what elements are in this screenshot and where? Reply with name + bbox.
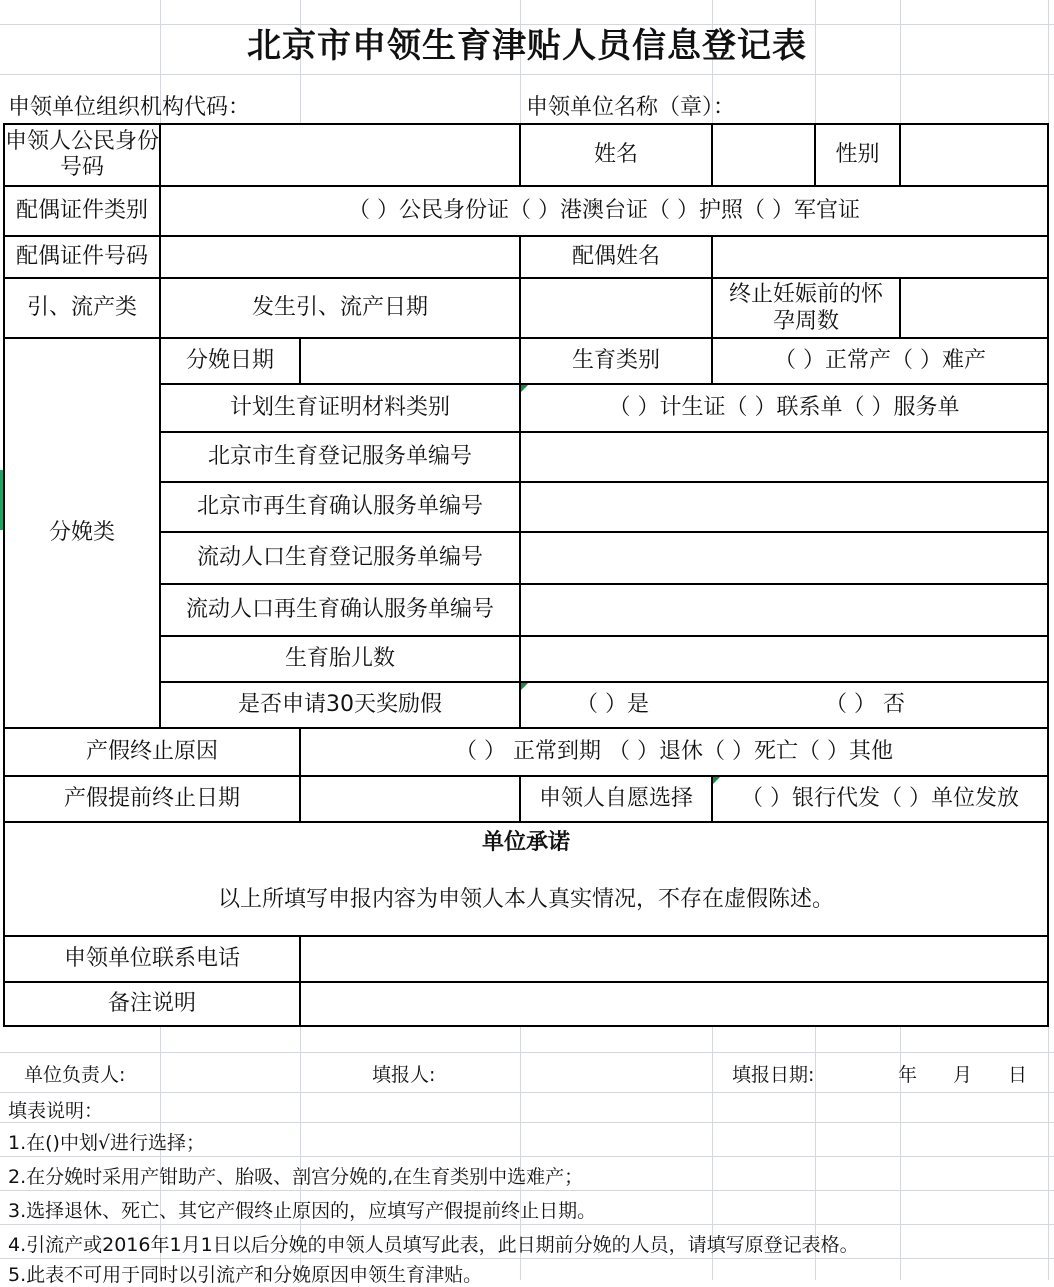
planned-birth-doc-label: 计划生育证明材料类别 <box>160 384 520 432</box>
filler-label: 填报人: <box>372 1064 436 1086</box>
responsible-label: 单位负责人: <box>24 1064 126 1086</box>
name-field[interactable] <box>712 124 815 186</box>
abortion-date-label: 发生引、流产日期 <box>160 278 520 338</box>
migrant-rebirth-no-label: 流动人口再生育确认服务单编号 <box>160 584 520 636</box>
planned-birth-doc-options[interactable]: （ ）计生证（ ）联系单（ ）服务单 <box>520 384 1048 432</box>
remarks-label: 备注说明 <box>4 982 300 1026</box>
spouse-id-type-label: 配偶证件类别 <box>4 186 160 236</box>
form-title: 北京市申领生育津贴人员信息登记表 <box>247 26 807 66</box>
instruction-item: 1.在()中划√进行选择； <box>8 1132 206 1154</box>
abortion-category-label: 引、流产类 <box>4 278 160 338</box>
instructions-heading: 填表说明： <box>8 1100 104 1122</box>
instruction-item: 4.引流产或2016年1月1日以后分娩的申领人员填写此表，此日期前分娩的人员，请填写原登记表格。 <box>8 1234 859 1256</box>
migrant-registration-no-field[interactable] <box>520 532 1048 584</box>
applicant-id-label: 申领人公民身份号码 <box>4 124 160 186</box>
reward-yes-option[interactable]: （ ）是 <box>576 692 649 717</box>
leave-early-end-date-field[interactable] <box>300 776 520 822</box>
gender-field[interactable] <box>900 124 1048 186</box>
spouse-id-type-options[interactable]: （ ）公民身份证（ ）港澳台证（ ）护照（ ）军官证 <box>160 186 1048 236</box>
commitment-heading: 单位承诺 <box>4 822 1048 864</box>
birth-type-label: 生育类别 <box>520 338 712 384</box>
reward-leave-label: 是否申请30天奖励假 <box>160 682 520 728</box>
leave-end-reason-label: 产假终止原因 <box>4 728 300 776</box>
fill-date-label: 填报日期: <box>732 1064 815 1086</box>
migrant-registration-no-label: 流动人口生育登记服务单编号 <box>160 532 520 584</box>
bj-rebirth-no-label: 北京市再生育确认服务单编号 <box>160 482 520 532</box>
bj-registration-no-label: 北京市生育登记服务单编号 <box>160 432 520 482</box>
leave-end-reason-options[interactable]: （ ） 正常到期 （ ）退休（ ）死亡（ ）其他 <box>300 728 1048 776</box>
instruction-item: 2.在分娩时采用产钳助产、胎吸、剖宫分娩的,在生育类别中选难产； <box>8 1166 584 1188</box>
commitment-text: 以上所填写申报内容为申领人本人真实情况，不存在虚假陈述。 <box>4 864 1048 936</box>
reward-no-option[interactable]: （ ） 否 <box>825 692 905 717</box>
cell-comment-marker <box>521 385 528 392</box>
month-label: 月 <box>953 1064 973 1086</box>
payment-choice-label: 申领人自愿选择 <box>520 776 712 822</box>
spouse-name-label: 配偶姓名 <box>520 236 712 278</box>
year-label: 年 <box>898 1064 918 1086</box>
contact-phone-label: 申领单位联系电话 <box>4 936 300 982</box>
name-label: 姓名 <box>520 124 712 186</box>
delivery-date-label: 分娩日期 <box>160 338 300 384</box>
instruction-item: 3.选择退休、死亡、其它产假终止原因的，应填写产假提前终止日期。 <box>8 1200 597 1222</box>
reward-leave-options[interactable] <box>520 682 1048 728</box>
bj-registration-no-field[interactable] <box>520 432 1048 482</box>
day-label: 日 <box>1008 1064 1028 1086</box>
remarks-field[interactable] <box>300 982 1048 1026</box>
org-name-label: 申领单位名称（章）： <box>526 95 736 120</box>
leave-early-end-date-label: 产假提前终止日期 <box>4 776 300 822</box>
abortion-date-field[interactable] <box>520 278 712 338</box>
delivery-category-label: 分娩类 <box>4 338 160 728</box>
applicant-id-field[interactable] <box>160 124 520 186</box>
birth-type-options[interactable]: （ ）正常产（ ）难产 <box>712 338 1048 384</box>
delivery-date-field[interactable] <box>300 338 520 384</box>
cell-comment-marker <box>713 777 720 784</box>
fetus-count-field[interactable] <box>520 636 1048 682</box>
cell-comment-marker <box>521 683 528 690</box>
contact-phone-field[interactable] <box>300 936 1048 982</box>
payment-choice-options[interactable]: （ ）银行代发（ ）单位发放 <box>712 776 1048 822</box>
bj-rebirth-no-field[interactable] <box>520 482 1048 532</box>
spouse-id-no-field[interactable] <box>160 236 520 278</box>
instruction-item: 5.此表不可用于同时以引流产和分娩原因申领生育津贴。 <box>8 1264 483 1286</box>
org-code-label: 申领单位组织机构代码： <box>8 95 251 120</box>
pregnancy-weeks-field[interactable] <box>900 278 1048 338</box>
migrant-rebirth-no-field[interactable] <box>520 584 1048 636</box>
fetus-count-label: 生育胎儿数 <box>160 636 520 682</box>
spouse-id-no-label: 配偶证件号码 <box>4 236 160 278</box>
spouse-name-field[interactable] <box>712 236 1048 278</box>
gender-label: 性别 <box>815 124 900 186</box>
pregnancy-weeks-label: 终止妊娠前的怀孕周数 <box>712 278 900 338</box>
